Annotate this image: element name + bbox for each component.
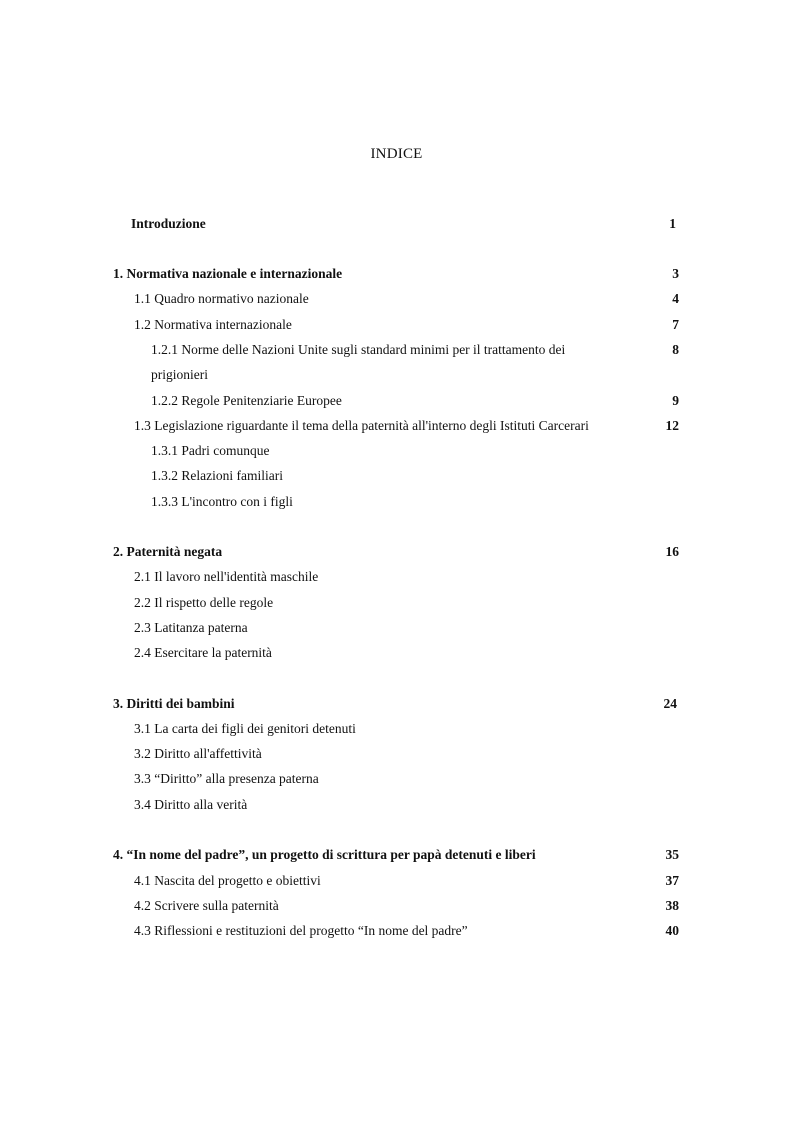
toc-section-4-2-page: 38 [665, 898, 679, 913]
toc-chapter-4-page: 35 [665, 847, 679, 862]
toc-chapter-3: 3. Diritti dei bambini [113, 696, 235, 711]
toc-section-1-2-1-page: 8 [672, 342, 679, 357]
toc-section-2-2: 2.2 Il rispetto delle regole [134, 595, 274, 610]
toc-section-2-1: 2.1 Il lavoro nell'identità maschile [134, 569, 319, 584]
toc-chapter-4: 4. “In nome del padre”, un progetto di scrittura per papà detenuti e liberi [113, 847, 536, 862]
toc-section-3-3: 3.3 “Diritto” alla presenza paterna [134, 771, 319, 786]
toc-chapter-1: 1. Normativa nazionale e internazionale [113, 266, 343, 281]
toc-section-1-3-1: 1.3.1 Padri comunque [151, 443, 270, 458]
toc-section-1-3-page: 12 [665, 418, 679, 433]
toc-intro: Introduzione [131, 216, 206, 231]
toc-section-1-3-3: 1.3.3 L'incontro con i figli [151, 494, 293, 509]
toc-section-3-1: 3.1 La carta dei figli dei genitori detenuti [134, 721, 356, 736]
toc-section-1-2-1: 1.2.1 Norme delle Nazioni Unite sugli standard minimi per il trattamento dei [151, 342, 566, 357]
toc-section-1-2-1-cont: prigionieri [151, 367, 208, 382]
toc-section-4-2: 4.2 Scrivere sulla paternità [134, 898, 279, 913]
toc-chapter-2-page: 16 [665, 544, 679, 559]
toc-section-1-3: 1.3 Legislazione riguardante il tema della paternità all'interno degli Istituti Carcerari [134, 418, 589, 433]
toc-section-1-2-2: 1.2.2 Regole Penitenziarie Europee [151, 393, 342, 408]
toc-chapter-2: 2. Paternità negata [113, 544, 223, 559]
toc-section-4-3-page: 40 [665, 923, 679, 938]
toc-intro-page: 1 [669, 216, 676, 231]
toc-section-2-3: 2.3 Latitanza paterna [134, 620, 248, 635]
toc-section-1-1: 1.1 Quadro normativo nazionale [134, 291, 309, 306]
toc-chapter-3-page: 24 [663, 696, 677, 711]
toc-section-4-3: 4.3 Riflessioni e restituzioni del progetto “In nome del padre” [134, 923, 468, 938]
toc-section-4-1-page: 37 [665, 873, 679, 888]
toc-section-2-4: 2.4 Esercitare la paternità [134, 645, 272, 660]
toc-chapter-1-page: 3 [672, 266, 679, 281]
page-title: INDICE [370, 146, 423, 162]
toc-section-1-2-2-page: 9 [672, 393, 679, 408]
toc-section-1-3-2: 1.3.2 Relazioni familiari [151, 468, 283, 483]
toc-section-1-2: 1.2 Normativa internazionale [134, 317, 292, 332]
toc-section-1-2-page: 7 [672, 317, 679, 332]
toc-section-3-2: 3.2 Diritto all'affettività [134, 746, 262, 761]
toc-section-1-1-page: 4 [672, 291, 679, 306]
toc-section-3-4: 3.4 Diritto alla verità [134, 797, 248, 812]
toc-section-4-1: 4.1 Nascita del progetto e obiettivi [134, 873, 321, 888]
